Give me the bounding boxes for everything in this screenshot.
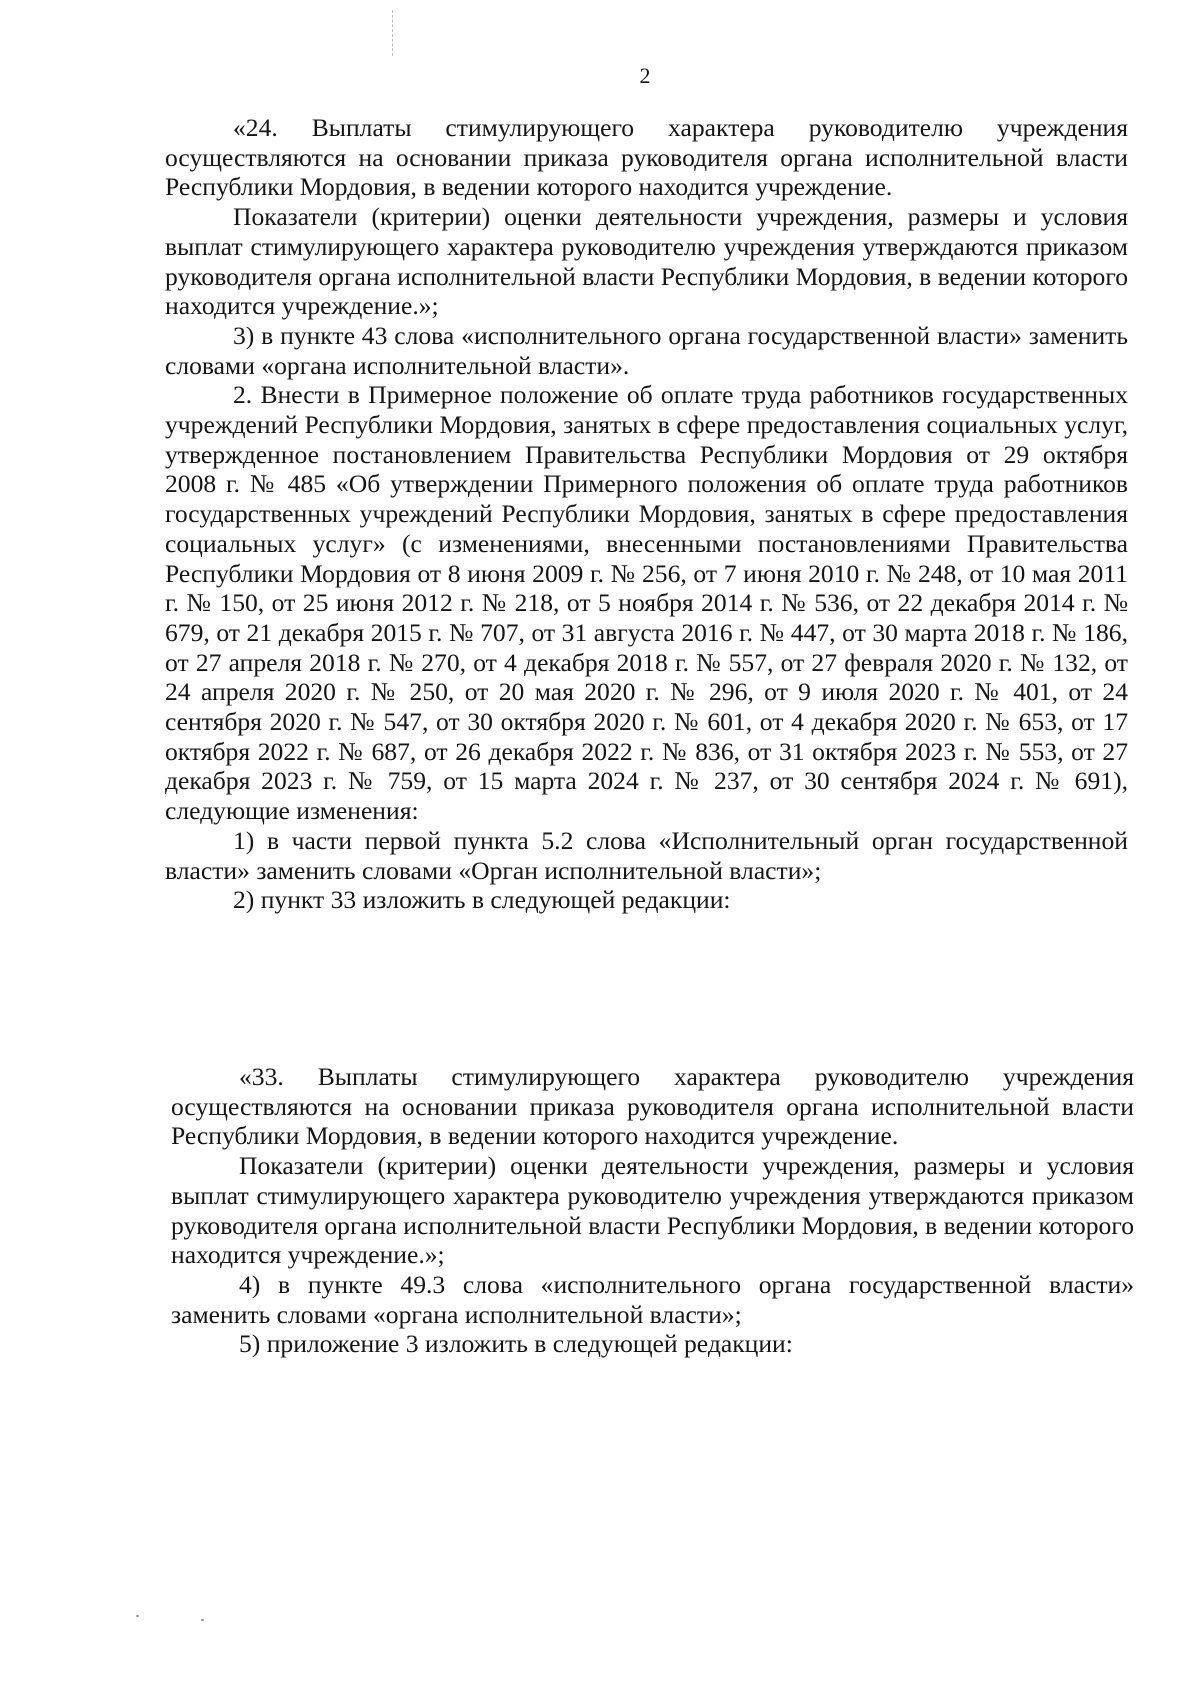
paragraph-item-4: 4) в пункте 49.3 слова «исполнительного органа государственной власти» заменить словами «органа исполнительной власти»; (171, 1269, 1134, 1329)
body-text-lower (171, 1062, 1134, 1359)
paragraph-item-1: 1) в части первой пункта 5.2 слова «Исполнительный орган государственной власти» заменить словами «Орган исполнительной власти»; (165, 825, 1128, 885)
scan-artifact-line (392, 10, 394, 56)
paragraph-item-5: 5) приложение 3 изложить в следующей редакции: (239, 1329, 793, 1359)
paragraph-24-indicators: Показатели (критерии) оценки деятельности учреждения, размеры и условия выплат стимулирующего характера руководителю учреждения утверждаются приказом руководителя органа исполнительной власти Республики Мордовия, в ведении которого находится учреждение.»; (165, 202, 1128, 321)
paragraph-item-2: 2) пункт 33 изложить в следующей редакции: (233, 885, 731, 915)
paragraph-33-indicators: Показатели (критерии) оценки деятельности учреждения, размеры и условия выплат стимулирующего характера руководителю учреждения утверждаются приказом руководителя органа исполнительной власти Республики Мордовия, в ведении которого находится учреждение.»; (171, 1151, 1134, 1270)
body-text-upper (165, 113, 1128, 915)
paragraph-item-3: 3) в пункте 43 слова «исполнительного органа государственной власти» заменить словами «органа исполнительной власти». (165, 320, 1128, 380)
paragraph-33: «33. Выплаты стимулирующего характера руководителю учреждения осуществляются на основании приказа руководителя органа исполнительной власти Республики Мордовия, в ведении которого находится учреждение. (171, 1062, 1134, 1151)
scan-artifact-speck (136, 1615, 139, 1617)
paragraph-section-2: 2. Внести в Примерное положение об оплате труда работников государственных учреждений Республики Мордовия, занятых в сфере предоставления социальных услуг, утвержденное постановлением Правительства Республики Мордовия от 29 октября 2008 г. № 485 «Об утверждении Примерного положения об оплате труда работников государственных учреждений Республики Мордовия, занятых в сфере предоставления социальных услуг» (с изменениями, внесенными постановлениями Правительства Республики Мордовия от 8 июня 2009 г. № 256, от 7 июня 2010 г. № 248, от 10 мая 2011 г. № 150, от 25 июня 2012 г. № 218, от 5 ноября 2014 г. № 536, от 22 декабря 2014 г. № 679, от 21 декабря 2015 г. № 707, от 31 августа 2016 г. № 447, от 30 марта 2018 г. № 186, от 27 апреля 2018 г. № 270, от 4 декабря 2018 г. № 557, от 27 февраля 2020 г. № 132, от 24 апреля 2020 г. № 250, от 20 мая 2020 г. № 296, от 9 июля 2020 г. № 401, от 24 сентября 2020 г. № 547, от 30 октября 2020 г. № 601, от 4 декабря 2020 г. № 653, от 17 октября 2022 г. № 687, от 26 декабря 2022 г. № 836, от 31 октября 2023 г. № 553, от 27 декабря 2023 г. № 759, от 15 марта 2024 г. № 237, от 30 сентября 2024 г. № 691), следующие изменения: (165, 380, 1128, 826)
page-number: 2 (639, 63, 651, 88)
paragraph-24: «24. Выплаты стимулирующего характера руководителю учреждения осуществляются на основании приказа руководителя органа исполнительной власти Республики Мордовия, в ведении которого находится учреждение. (165, 113, 1128, 202)
scan-artifact-speck (201, 1619, 204, 1621)
